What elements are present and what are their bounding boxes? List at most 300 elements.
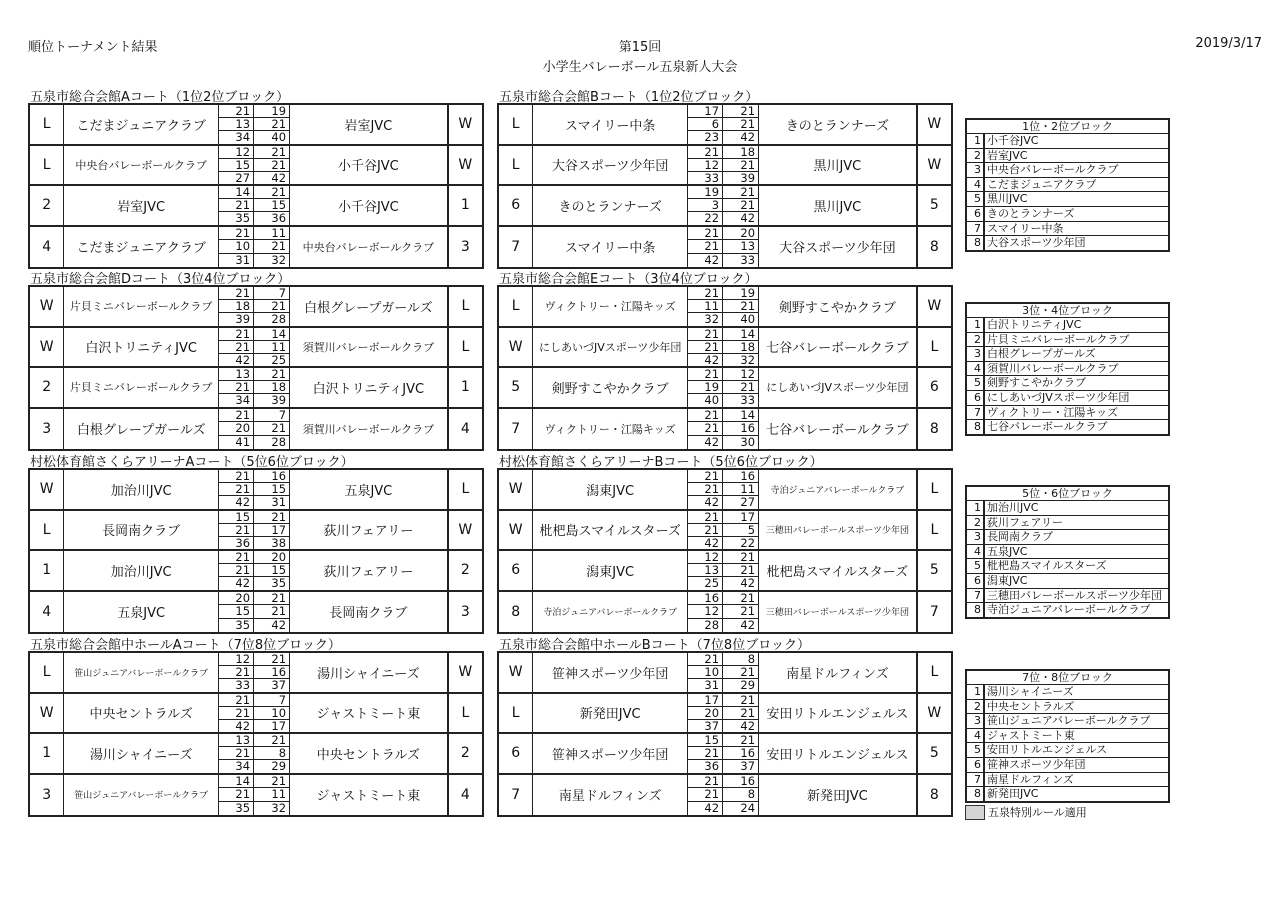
rank-team: 剣野すこやかクラブ — [987, 376, 1086, 390]
team-left: 潟東JVC — [586, 483, 635, 499]
result-right: 1 — [447, 186, 482, 225]
score-left: 21 — [688, 747, 723, 760]
score-right: 38 — [271, 535, 287, 550]
score-total-row — [688, 313, 758, 326]
result-right: W — [447, 653, 482, 692]
rank-team: 笹神スポーツ少年団 — [987, 757, 1086, 771]
score-set-row — [688, 240, 758, 254]
score-left: 27 — [219, 172, 254, 185]
team-left: 寺泊ジュニアバレーボールクラブ — [543, 608, 678, 619]
rank-number: 7 — [967, 589, 985, 603]
score-right: 39 — [271, 393, 287, 407]
ranking-row — [967, 685, 1168, 700]
score-set-row — [688, 694, 758, 707]
result-left: W — [499, 470, 533, 509]
ranking-row — [967, 729, 1168, 744]
result-right: W — [447, 511, 482, 550]
match-table — [497, 103, 953, 269]
rank-team: こだまジュニアクラブ — [987, 177, 1097, 191]
team-right: 小千谷JVC — [289, 146, 447, 185]
ranking-row — [967, 149, 1168, 164]
team-left: 笹山ジュニアバレーボールクラブ — [74, 791, 209, 802]
score-left: 21 — [219, 105, 254, 118]
score-cells — [218, 470, 289, 509]
score-total-row — [219, 679, 289, 692]
result-right: L — [447, 470, 482, 509]
section-title: 五泉市総合会館Eコート（3位4位ブロック） — [499, 272, 758, 287]
score-right: 18 — [723, 341, 758, 354]
result-left: 6 — [499, 186, 533, 225]
team-right: 岩室JVC — [289, 105, 447, 144]
ranking-row — [967, 420, 1168, 434]
ranking-row — [967, 603, 1168, 617]
team-left: スマイリー中条 — [564, 241, 656, 257]
score-right: 17 — [723, 511, 758, 524]
rank-team: 寺泊ジュニアバレーボールクラブ — [987, 603, 1151, 617]
score-left: 20 — [688, 707, 723, 720]
score-left: 21 — [688, 524, 723, 537]
result-left: 3 — [30, 409, 64, 450]
score-left: 42 — [219, 720, 254, 733]
ranking-row — [967, 758, 1168, 773]
score-cells — [687, 146, 758, 185]
score-left: 12 — [688, 159, 723, 172]
score-left: 21 — [688, 146, 723, 159]
score-right: 5 — [723, 524, 758, 537]
ranking-row — [967, 163, 1168, 178]
match-row — [30, 287, 482, 328]
score-left: 23 — [688, 131, 723, 144]
score-right: 42 — [740, 718, 756, 733]
result-right: W — [916, 105, 951, 144]
score-left: 42 — [688, 802, 723, 816]
section-title: 村松体育館さくらアリーナBコート（5位6位ブロック） — [499, 455, 823, 470]
score-right: 29 — [740, 678, 756, 692]
event-date: 2019/3/17 — [1195, 36, 1262, 51]
score-left: 12 — [219, 146, 254, 159]
score-right: 8 — [254, 747, 289, 760]
score-left: 21 — [219, 381, 254, 394]
rank-team: 七谷バレーボールクラブ — [987, 420, 1108, 434]
result-right: 6 — [916, 368, 951, 407]
score-set-row — [688, 146, 758, 159]
score-cells — [687, 409, 758, 450]
score-cells — [218, 105, 289, 144]
score-cells — [687, 186, 758, 225]
rank-number: 7 — [967, 222, 985, 236]
score-left: 21 — [688, 341, 723, 354]
team-right: 小千谷JVC — [289, 186, 447, 225]
result-right: L — [916, 328, 951, 367]
score-right: 21 — [723, 605, 758, 619]
score-left: 21 — [219, 341, 254, 354]
match-table — [28, 651, 484, 817]
team-left: 中央台バレーボールクラブ — [75, 158, 207, 172]
score-left: 21 — [219, 551, 254, 564]
result-right: L — [916, 653, 951, 692]
rank-number: 3 — [967, 347, 985, 361]
score-set-row — [688, 341, 758, 354]
score-right: 42 — [271, 617, 287, 632]
team-left: 白沢トリニティJVC — [85, 341, 197, 357]
score-left: 13 — [688, 564, 723, 577]
section-title: 五泉市総合会館Aコート（1位2位ブロック） — [30, 90, 290, 105]
team-left: 笹山ジュニアバレーボールクラブ — [74, 668, 209, 679]
score-right: 16 — [723, 422, 758, 436]
rank-team: きのとランナーズ — [987, 206, 1075, 220]
score-set-row — [688, 227, 758, 241]
team-right: 三穂田バレーボールスポーツ少年団 — [758, 511, 916, 550]
score-right: 32 — [271, 252, 287, 267]
score-set-row — [688, 592, 758, 606]
match-row — [30, 328, 482, 369]
score-left: 36 — [219, 537, 254, 550]
rank-number: 2 — [967, 700, 985, 714]
ranking-table — [965, 669, 1170, 803]
rank-number: 3 — [967, 163, 985, 177]
score-right: 21 — [723, 707, 758, 720]
rank-number: 8 — [967, 787, 985, 801]
match-table — [28, 468, 484, 634]
rank-team: 中央台バレーボールクラブ — [987, 163, 1119, 177]
team-right: 中央台バレーボールクラブ — [289, 227, 447, 268]
rank-team: 白沢トリニティJVC — [987, 318, 1082, 331]
score-right: 32 — [740, 352, 756, 367]
legend-label: 五泉特別ルール適用 — [988, 806, 1087, 819]
ranking-title: 1位・2位ブロック — [967, 120, 1168, 134]
rank-team: 黒川JVC — [987, 192, 1028, 206]
score-total-row — [688, 212, 758, 225]
result-right: 7 — [916, 592, 951, 633]
score-right: 19 — [254, 105, 289, 118]
score-set-row — [688, 409, 758, 423]
result-left: 8 — [499, 592, 533, 633]
ranking-row — [967, 236, 1168, 250]
score-total-row — [688, 131, 758, 144]
ranking-title: 3位・4位ブロック — [967, 304, 1168, 318]
score-left: 42 — [688, 254, 723, 268]
score-left: 12 — [219, 653, 254, 666]
score-right: 7 — [254, 694, 289, 707]
score-left: 10 — [688, 666, 723, 679]
score-right: 37 — [271, 678, 287, 692]
score-set-row — [688, 788, 758, 802]
result-right: 4 — [447, 409, 482, 450]
team-right: 荻川フェアリー — [289, 511, 447, 550]
ranking-table — [965, 485, 1170, 619]
team-left: 枇杷島スマイルスターズ — [539, 524, 681, 540]
score-right: 20 — [254, 551, 289, 564]
score-left: 42 — [688, 496, 723, 509]
legend-swatch — [965, 805, 985, 820]
score-right: 28 — [271, 434, 287, 449]
score-cells — [687, 592, 758, 633]
rank-number: 7 — [967, 406, 985, 420]
score-cells — [687, 511, 758, 550]
score-right: 21 — [723, 592, 758, 606]
rank-team: 潟東JVC — [987, 573, 1028, 587]
score-left: 15 — [219, 605, 254, 619]
score-set-row — [219, 605, 289, 619]
score-left: 32 — [688, 313, 723, 326]
score-right: 21 — [254, 511, 289, 524]
score-total-row — [688, 679, 758, 692]
rank-team: 大谷スポーツ少年団 — [987, 236, 1086, 250]
score-cells — [218, 653, 289, 692]
rank-team: 片貝ミニバレーボールクラブ — [987, 332, 1130, 346]
score-left: 31 — [219, 254, 254, 268]
score-set-row — [219, 328, 289, 341]
rank-team: 須賀川バレーボールクラブ — [987, 361, 1119, 375]
result-left: L — [30, 105, 64, 144]
score-right: 21 — [254, 159, 289, 172]
score-right: 11 — [254, 227, 289, 241]
score-total-row — [219, 394, 289, 407]
score-left: 21 — [219, 409, 254, 423]
score-right: 21 — [254, 592, 289, 606]
ranking-row — [967, 376, 1168, 391]
score-left: 13 — [219, 368, 254, 381]
ranking-row — [967, 362, 1168, 377]
ranking-row — [967, 318, 1168, 333]
score-cells — [218, 734, 289, 773]
score-right: 7 — [254, 409, 289, 423]
score-right: 16 — [254, 470, 289, 483]
score-cells — [218, 694, 289, 733]
match-row — [499, 734, 951, 775]
score-right: 21 — [254, 118, 289, 131]
result-right: 2 — [447, 734, 482, 773]
score-right: 12 — [723, 368, 758, 381]
rank-team: 五泉JVC — [987, 544, 1028, 558]
ranking-row — [967, 178, 1168, 193]
team-right: 黒川JVC — [758, 186, 916, 225]
score-total-row — [219, 802, 289, 816]
match-row — [499, 409, 951, 450]
result-right: L — [916, 470, 951, 509]
rank-team: 岩室JVC — [987, 148, 1028, 162]
score-left: 21 — [219, 707, 254, 720]
score-set-row — [688, 422, 758, 436]
score-right: 21 — [723, 694, 758, 707]
score-right: 42 — [740, 576, 756, 590]
rank-number: 3 — [967, 530, 985, 544]
score-right: 15 — [254, 483, 289, 496]
match-row — [499, 328, 951, 369]
score-right: 14 — [254, 328, 289, 341]
score-left: 21 — [688, 775, 723, 789]
team-left: 潟東JVC — [586, 564, 635, 580]
score-right: 21 — [254, 240, 289, 254]
score-left: 14 — [219, 186, 254, 199]
score-set-row — [688, 511, 758, 524]
ranking-table — [965, 118, 1170, 252]
team-right: 湯川シャイニーズ — [289, 653, 447, 692]
score-left: 21 — [219, 483, 254, 496]
score-right: 8 — [723, 653, 758, 666]
ranking-row — [967, 574, 1168, 589]
result-left: 6 — [499, 551, 533, 590]
score-left: 21 — [688, 653, 723, 666]
rank-number: 2 — [967, 149, 985, 163]
team-right: 新発田JVC — [758, 775, 916, 816]
score-left: 21 — [688, 240, 723, 254]
score-right: 21 — [723, 300, 758, 313]
match-row — [30, 409, 482, 450]
team-left: きのとランナーズ — [558, 199, 662, 215]
score-cells — [218, 775, 289, 816]
ranking-row — [967, 559, 1168, 574]
result-left: 1 — [30, 551, 64, 590]
rank-number: 1 — [967, 501, 985, 515]
score-total-row — [688, 172, 758, 185]
score-left: 12 — [688, 551, 723, 564]
score-cells — [687, 368, 758, 407]
team-left: 長岡南クラブ — [102, 524, 181, 540]
ranking-row — [967, 347, 1168, 362]
rank-team: 荻川フェアリー — [987, 515, 1064, 529]
score-right: 35 — [271, 576, 287, 590]
score-left: 25 — [688, 577, 723, 590]
rank-number: 2 — [967, 333, 985, 347]
score-left: 16 — [688, 592, 723, 606]
score-left: 17 — [688, 105, 723, 118]
rank-number: 6 — [967, 758, 985, 772]
score-right: 36 — [271, 211, 287, 225]
score-right: 15 — [254, 199, 289, 212]
team-right: 白根グレープガールズ — [289, 287, 447, 326]
match-row — [30, 734, 482, 775]
score-left: 3 — [688, 199, 723, 212]
ranking-row — [967, 589, 1168, 604]
score-right: 21 — [723, 118, 758, 131]
team-left: にしあいづJVスポーツ少年団 — [539, 340, 682, 354]
score-right: 30 — [740, 434, 756, 449]
team-right: 剣野すこやかクラブ — [758, 287, 916, 326]
score-total-row — [688, 619, 758, 633]
score-left: 39 — [219, 313, 254, 326]
score-total-row — [219, 212, 289, 225]
team-right: 中央セントラルズ — [289, 734, 447, 773]
score-right: 42 — [740, 617, 756, 632]
score-left: 21 — [219, 328, 254, 341]
score-total-row — [688, 354, 758, 367]
score-set-row — [219, 694, 289, 707]
match-row — [30, 775, 482, 816]
score-right: 17 — [254, 524, 289, 537]
score-right: 29 — [271, 759, 287, 773]
score-right: 21 — [723, 734, 758, 747]
score-right: 7 — [254, 287, 289, 300]
team-right: 黒川JVC — [758, 146, 916, 185]
rank-number: 3 — [967, 714, 985, 728]
score-total-row — [688, 720, 758, 733]
score-cells — [687, 551, 758, 590]
score-set-row — [219, 422, 289, 436]
match-row — [30, 511, 482, 552]
match-row — [30, 146, 482, 187]
result-right: 8 — [916, 409, 951, 450]
score-right: 8 — [723, 788, 758, 802]
rank-team: ジャストミート東 — [987, 728, 1075, 742]
team-right: きのとランナーズ — [758, 105, 916, 144]
score-left: 21 — [688, 409, 723, 423]
rank-number: 1 — [967, 134, 985, 148]
team-left: 五泉JVC — [117, 606, 166, 622]
rank-number: 4 — [967, 729, 985, 743]
rank-number: 6 — [967, 207, 985, 221]
score-left: 21 — [219, 227, 254, 241]
team-left: 岩室JVC — [117, 199, 166, 215]
match-table — [28, 103, 484, 269]
result-right: 5 — [916, 551, 951, 590]
score-left: 17 — [688, 694, 723, 707]
result-left: W — [30, 470, 64, 509]
score-right: 18 — [254, 381, 289, 394]
score-left: 21 — [219, 564, 254, 577]
ranking-row — [967, 714, 1168, 729]
score-left: 21 — [688, 328, 723, 341]
result-right: W — [447, 146, 482, 185]
rank-number: 8 — [967, 236, 985, 250]
score-left: 10 — [219, 240, 254, 254]
match-row — [30, 694, 482, 735]
score-right: 21 — [254, 653, 289, 666]
score-cells — [687, 734, 758, 773]
rank-team: 枇杷島スマイルスターズ — [987, 559, 1107, 573]
result-left: 5 — [499, 368, 533, 407]
score-set-row — [688, 775, 758, 789]
score-left: 21 — [688, 368, 723, 381]
match-row — [30, 551, 482, 592]
score-left: 33 — [688, 172, 723, 185]
score-left: 21 — [219, 747, 254, 760]
result-right: L — [916, 511, 951, 550]
match-row — [499, 511, 951, 552]
score-set-row — [219, 146, 289, 159]
ranking-row — [967, 545, 1168, 560]
score-cells — [218, 287, 289, 326]
match-row — [499, 227, 951, 268]
score-right: 21 — [723, 199, 758, 212]
score-cells — [687, 227, 758, 268]
score-right: 20 — [723, 227, 758, 241]
team-right: ジャストミート東 — [289, 694, 447, 733]
result-right: 4 — [447, 775, 482, 816]
score-right: 42 — [271, 170, 287, 185]
result-left: 2 — [30, 186, 64, 225]
score-left: 41 — [219, 436, 254, 450]
score-total-row — [688, 577, 758, 590]
score-total-row — [219, 496, 289, 509]
score-left: 15 — [688, 734, 723, 747]
score-set-row — [219, 788, 289, 802]
ranking-row — [967, 222, 1168, 237]
score-right: 21 — [254, 146, 289, 159]
score-set-row — [219, 227, 289, 241]
score-cells — [218, 551, 289, 590]
score-set-row — [219, 159, 289, 172]
team-right: 五泉JVC — [289, 470, 447, 509]
team-right: 枇杷島スマイルスターズ — [758, 551, 916, 590]
result-left: L — [499, 105, 533, 144]
score-right: 33 — [740, 252, 756, 267]
team-right: 七谷バレーボールクラブ — [758, 409, 916, 450]
result-right: 3 — [447, 227, 482, 268]
score-left: 15 — [219, 511, 254, 524]
ranking-row — [967, 530, 1168, 545]
score-set-row — [688, 605, 758, 619]
